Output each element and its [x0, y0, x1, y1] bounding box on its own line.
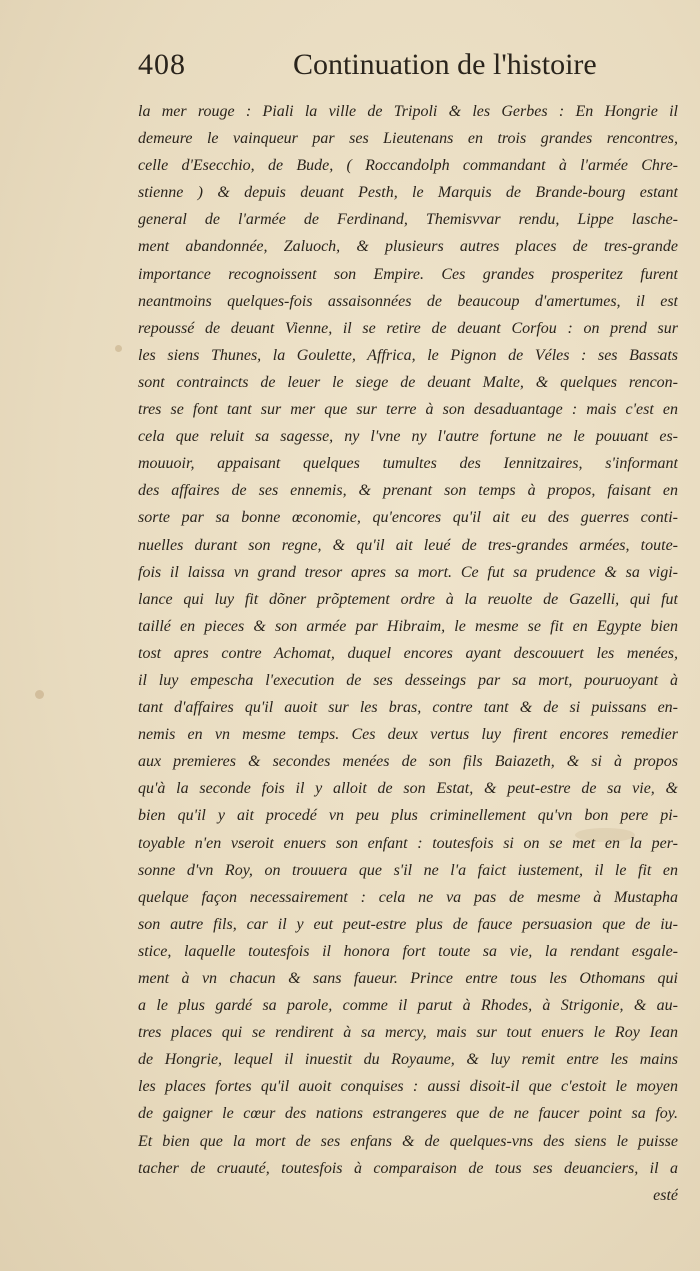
text-line: aux premieres & secondes menées de son fils Baiazeth, & si à propos	[138, 753, 678, 771]
text-line: repoussé de deuant Vienne, il se retire de deuant Corfou : on prend sur	[138, 319, 678, 337]
text-line: son autre fils, car il y eut peut-estre plus de fauce persuasion que de iu-	[138, 915, 678, 933]
text-line: taillé en pieces & son armée par Hibraim, le mesme se fit en Egypte bien	[138, 617, 678, 635]
text-line: tost apres contre Achomat, duquel encores ayant descouuert les menées,	[138, 644, 678, 662]
text-line: quelque façon necessairement : cela ne va pas de mesme à Mustapha	[138, 888, 678, 906]
text-line: cela que reluit sa sagesse, ny l'vne ny l'autre fortune ne le pouuant es-	[138, 428, 678, 446]
page-header	[138, 48, 608, 88]
text-line: bien qu'il y ait procedé vn peu plus criminellement qu'vn bon pere pi-	[138, 807, 678, 825]
page-number: 408	[138, 48, 186, 81]
text-line: les places fortes qu'il auoit conquises : aussi disoit-il que c'estoit le moyen	[138, 1078, 678, 1096]
text-line: tant d'affaires qu'il auoit sur les bras, contre tant & de si puissans en-	[138, 699, 678, 717]
text-line: ment abandonnée, Zaluoch, & plusieurs autres places de tres-grande	[138, 238, 678, 256]
text-line: celle d'Esecchio, de Bude, ( Roccandolph commandant à l'armée Chre-	[138, 157, 678, 175]
text-line: sont contraincts de leuer le siege de deuant Malte, & quelques rencon-	[138, 373, 678, 391]
text-line: les siens Thunes, la Goulette, Affrica, le Pignon de Véles : ses Bassats	[138, 346, 678, 364]
running-title: Continuation de l'histoire	[293, 48, 597, 81]
text-line: fois il laissa vn grand tresor apres sa mort. Ce fut sa prudence & sa vigi-	[138, 563, 678, 581]
text-line: toyable n'en vseroit enuers son enfant : toutesfois si on se met en la per-	[138, 834, 678, 852]
text-line: stice, laquelle toutesfois il honora fort toute sa vie, la rendant esgale-	[138, 942, 678, 960]
text-line: general de l'armée de Ferdinand, Themisvvar rendu, Lippe lasche-	[138, 211, 678, 229]
foxing-spot	[115, 345, 122, 352]
foxing-spot	[35, 690, 44, 699]
text-line: qu'à la seconde fois il y alloit de son Estat, & peut-estre de sa vie, &	[138, 780, 678, 798]
text-line: a le plus gardé sa parole, comme il parut à Rhodes, à Strigonie, & au-	[138, 997, 678, 1015]
text-line: ment à vn chacun & sans faueur. Prince entre tous les Othomans qui	[138, 970, 678, 987]
text-line: neantmoins quelques-fois assaisonnées de beaucoup d'amertumes, il est	[138, 292, 678, 310]
text-line: mouuoir, appaisant quelques tumultes des Iennitzaires, s'informant	[138, 455, 678, 473]
text-line: il luy empescha l'execution de ses desseings par sa mort, pouruoyant à	[138, 671, 678, 689]
text-line: tres se font tant sur mer que sur terre à son desaduantage : mais c'est en	[138, 401, 678, 419]
text-line: sorte par sa bonne œconomie, qu'encores qu'il ait eu des guerres conti-	[138, 509, 678, 527]
catchword: esté	[653, 1186, 678, 1204]
text-line: des affaires de ses ennemis, & prenant son temps à propos, faisant en	[138, 482, 678, 500]
text-line: importance recognoissent son Empire. Ces grandes prosperitez furent	[138, 265, 678, 283]
text-line: de Hongrie, lequel il inuestit du Royaume, & luy remit entre les mains	[138, 1051, 678, 1069]
text-line: nemis en vn mesme temps. Ces deux vertus luy firent encores remedier	[138, 726, 678, 744]
text-line: de gaigner le cœur des nations estrangeres que de ne faucer point sa foy.	[138, 1105, 678, 1123]
text-line: demeure le vainqueur par ses Lieutenans en trois grandes rencontres,	[138, 130, 678, 148]
text-line: sonne d'vn Roy, on trouuera que s'il ne l'a faict iustement, il le fit en	[138, 861, 678, 879]
text-line: lance qui luy fit dõner prõptement ordre à la reuolte de Gazelli, qui fut	[138, 590, 678, 608]
text-line: tacher de cruauté, toutesfois à comparaison de tous ses deuanciers, il a	[138, 1159, 678, 1177]
text-line: stienne ) & depuis deuant Pesth, le Marquis de Brande-bourg estant	[138, 184, 678, 202]
text-line: Et bien que la mort de ses enfans & de quelques-vns des siens le puisse	[138, 1132, 678, 1150]
body-text	[138, 98, 683, 1209]
text-line: la mer rouge : Piali la ville de Tripoli & les Gerbes : En Hongrie il	[138, 103, 678, 120]
text-line: nuelles durant son regne, & qu'il ait leué de tres-grandes armées, toute-	[138, 536, 678, 554]
text-line: tres places qui se rendirent à sa mercy, mais sur tout enuers le Roy Iean	[138, 1024, 678, 1042]
